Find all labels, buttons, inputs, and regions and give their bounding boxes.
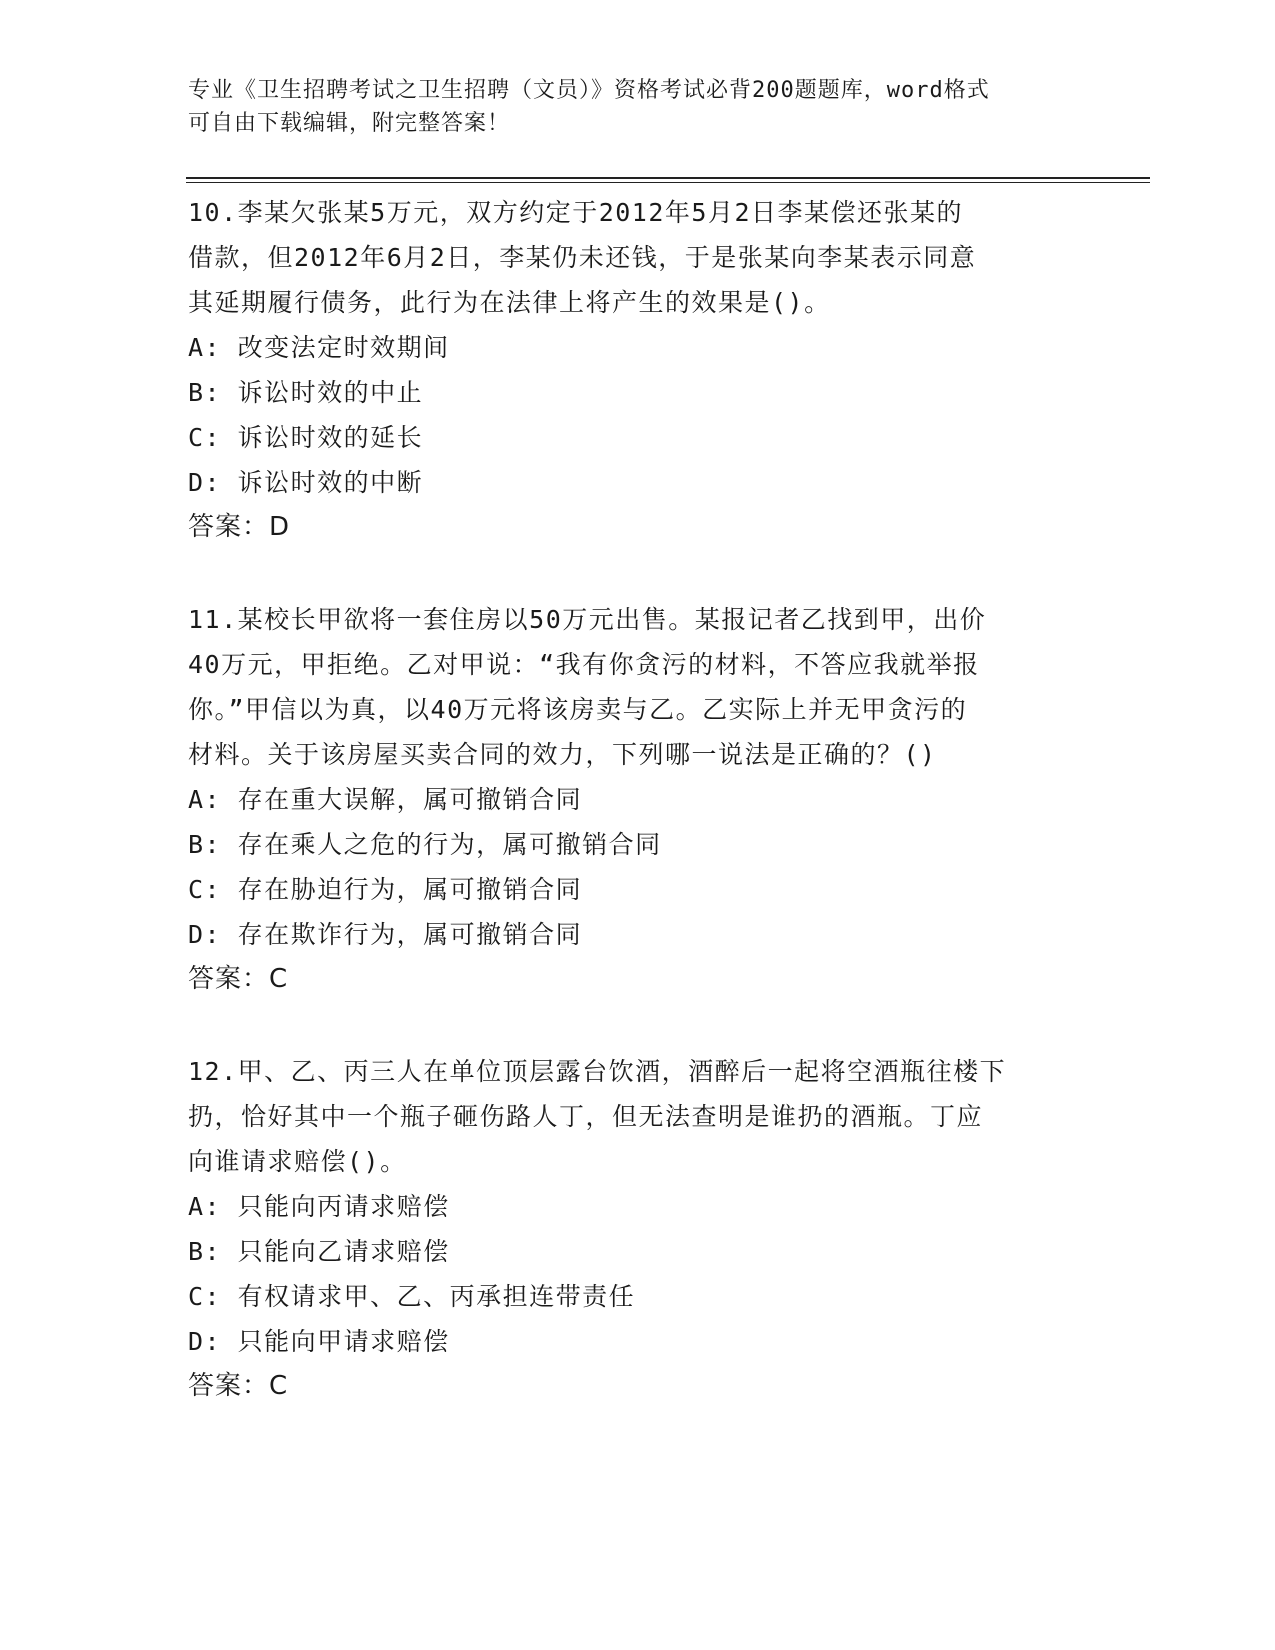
question-spacer (188, 1002, 1088, 1049)
header-line-2: 可自由下载编辑，附完整答案！ (188, 111, 511, 136)
stem-line: 向谁请求赔偿()。 (188, 1147, 407, 1176)
question-list (188, 190, 1088, 1409)
answer-line: 答案：C (188, 1371, 289, 1401)
stem-line: 扔，恰好其中一个瓶子砸伤路人丁，但无法查明是谁扔的酒瓶。丁应 (188, 1102, 984, 1131)
stem-line: 材料。关于该房屋买卖合同的效力，下列哪一说法是正确的？() (188, 740, 937, 769)
option-list (188, 1184, 1088, 1364)
stem-line: 其延期履行债务，此行为在法律上将产生的效果是()。 (188, 288, 831, 317)
stem-line: 你。”甲信以为真，以40万元将该房卖与乙。乙实际上并无甲贪污的 (188, 695, 968, 724)
document-header (188, 74, 1068, 140)
question-stem (188, 1049, 1088, 1184)
option-a: A: 只能向丙请求赔偿 (188, 1192, 450, 1221)
question-spacer (188, 550, 1088, 597)
question-stem (188, 597, 1088, 777)
answer-line: 答案：D (188, 512, 291, 542)
question-12 (188, 1049, 1088, 1409)
option-a: A: 存在重大误解，属可撤销合同 (188, 785, 583, 814)
stem-line: 12.甲、乙、丙三人在单位顶层露台饮酒，酒醉后一起将空酒瓶往楼下 (188, 1057, 1007, 1086)
header-divider-thin (186, 182, 1150, 183)
option-list (188, 777, 1088, 957)
header-line-1: 专业《卫生招聘考试之卫生招聘（文员）》资格考试必背200题题库，word格式 (188, 78, 990, 103)
header-divider-thick (186, 177, 1150, 179)
option-a: A: 改变法定时效期间 (188, 333, 450, 362)
stem-line: 10.李某欠张某5万元，双方约定于2012年5月2日李某偿还张某的 (188, 198, 964, 227)
option-b: B: 存在乘人之危的行为，属可撤销合同 (188, 830, 662, 859)
question-stem (188, 190, 1088, 325)
option-c: C: 存在胁迫行为，属可撤销合同 (188, 875, 583, 904)
option-b: B: 只能向乙请求赔偿 (188, 1237, 450, 1266)
answer-line: 答案：C (188, 964, 289, 994)
question-10 (188, 190, 1088, 550)
option-c: C: 诉讼时效的延长 (188, 423, 424, 452)
option-list (188, 325, 1088, 505)
option-d: D: 只能向甲请求赔偿 (188, 1327, 450, 1356)
option-c: C: 有权请求甲、乙、丙承担连带责任 (188, 1282, 636, 1311)
option-d: D: 诉讼时效的中断 (188, 468, 424, 497)
option-d: D: 存在欺诈行为，属可撤销合同 (188, 920, 583, 949)
stem-line: 11.某校长甲欲将一套住房以50万元出售。某报记者乙找到甲，出价 (188, 605, 987, 634)
stem-line: 40万元，甲拒绝。乙对甲说：“我有你贪污的材料，不答应我就举报 (188, 650, 980, 679)
option-b: B: 诉讼时效的中止 (188, 378, 424, 407)
stem-line: 借款，但2012年6月2日，李某仍未还钱，于是张某向李某表示同意 (188, 243, 977, 272)
question-11 (188, 597, 1088, 1002)
